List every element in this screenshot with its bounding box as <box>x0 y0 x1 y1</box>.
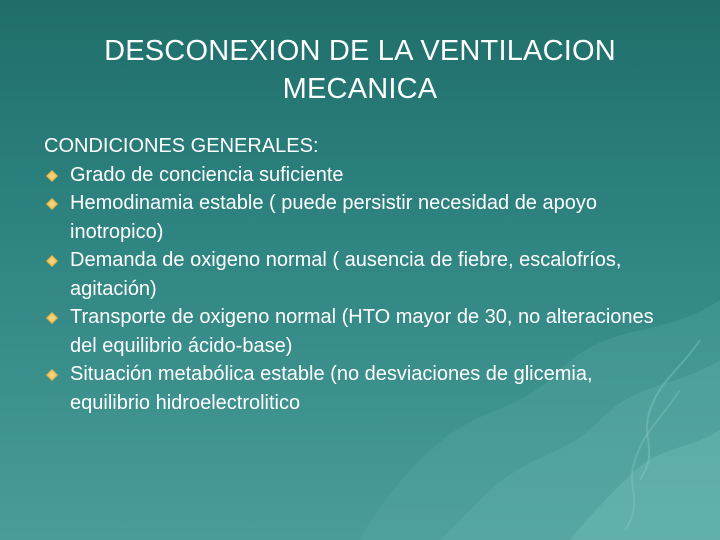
diamond-bullet-icon <box>46 255 58 267</box>
section-heading: CONDICIONES GENERALES: <box>44 135 319 157</box>
bullet-text: Demanda de oxigeno normal ( ausencia de fiebre, escalofríos, agitación) <box>70 249 622 300</box>
diamond-bullet-icon <box>46 369 58 381</box>
bullet-item <box>44 161 664 190</box>
bullet-text: Grado de conciencia suficiente <box>70 163 344 186</box>
bullet-text: Situación metabólica estable (no desviaciones de glicemia, equilibrio hidroelectrolitico <box>70 363 593 414</box>
bullet-list <box>44 161 664 418</box>
bullet-item <box>44 360 664 417</box>
diamond-bullet-icon <box>46 198 58 210</box>
slide-title <box>0 32 720 108</box>
diamond-bullet-icon <box>46 312 58 324</box>
slide-title-line-2: MECANICA <box>282 73 438 105</box>
bullet-item <box>44 303 664 360</box>
slide-content <box>44 132 664 417</box>
bullet-text: Transporte de oxigeno normal (HTO mayor de 30, no alteraciones del equilibrio ácido-base) <box>70 306 654 357</box>
diamond-bullet-icon <box>46 170 58 182</box>
slide-title-line-1: DESCONEXION DE LA VENTILACION <box>104 35 616 67</box>
bullet-text: Hemodinamia estable ( puede persistir necesidad de apoyo inotropico) <box>70 192 597 243</box>
bullet-item <box>44 246 664 303</box>
bullet-item <box>44 189 664 246</box>
